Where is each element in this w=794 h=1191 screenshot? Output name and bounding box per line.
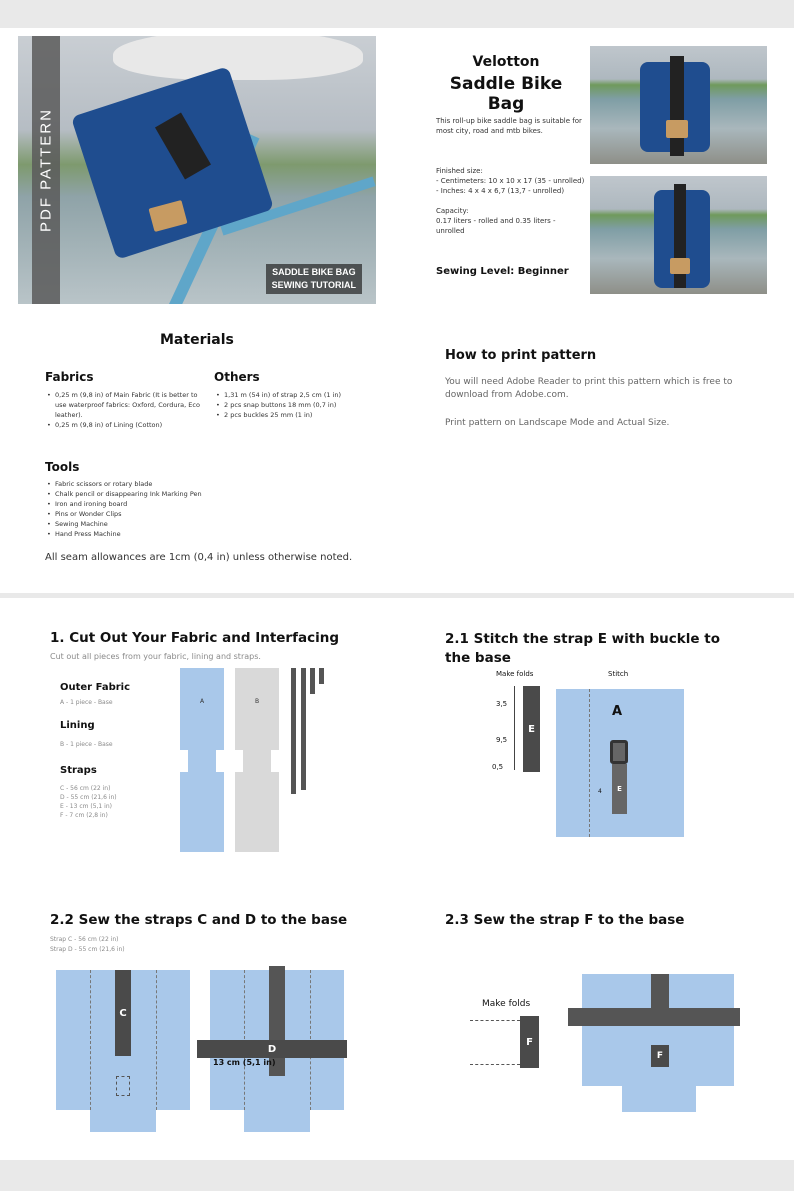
step21-stitch: Stitch	[608, 670, 629, 678]
print-line2: Print pattern on Landscape Mode and Actual Size.	[445, 418, 670, 428]
strap-f-piece	[319, 668, 324, 684]
buckle-icon	[610, 740, 628, 764]
lining-desc: B - 1 piece - Base	[60, 741, 113, 748]
page-2	[0, 598, 794, 1160]
outer-fabric-desc: A - 1 piece - Base	[60, 699, 113, 706]
product-title: Saddle Bike Bag	[449, 74, 563, 114]
leather-label-2	[670, 258, 690, 274]
other-item: • 2 pcs snap buttons 18 mm (0,7 in)	[214, 400, 384, 410]
strap-e-piece	[310, 668, 315, 694]
finished-size	[436, 166, 586, 196]
finished-size-label: Finished size:	[436, 167, 483, 175]
others-list	[214, 390, 384, 420]
tool-item: • Fabric scissors or rotary blade	[45, 479, 305, 489]
step22-base-left-tab	[90, 1110, 156, 1132]
strap-item: F - 7 cm (2,8 in)	[60, 812, 108, 819]
seam-note: All seam allowances are 1cm (0,4 in) unless otherwise noted.	[45, 552, 353, 563]
straps-title: Straps	[60, 765, 97, 776]
others-title: Others	[214, 370, 260, 384]
step22-seam-left-1	[90, 970, 91, 1110]
strap-d-piece	[301, 668, 306, 790]
piece-a-label: A	[199, 698, 205, 705]
tool-item: • Hand Press Machine	[45, 529, 305, 539]
step21-measure-line	[514, 686, 515, 770]
step22-snap-mark	[116, 1076, 130, 1096]
bag-strap-1	[670, 56, 684, 156]
hero-vertical-text: PDF PATTERN	[37, 108, 55, 232]
step21-m1: 3,5	[496, 700, 508, 708]
tool-item: • Iron and ironing board	[45, 499, 305, 509]
page-1	[0, 28, 794, 593]
pattern-piece-b-bottom	[235, 772, 279, 852]
step21-title: 2.1 Stitch the strap E with buckle to the base	[445, 631, 720, 666]
step23-strap-f-sewn: F	[651, 1045, 669, 1067]
outer-fabric-title: Outer Fabric	[60, 682, 131, 693]
materials-title: Materials	[160, 332, 234, 348]
other-item: • 1,31 m (54 in) of strap 2,5 cm (1 in)	[214, 390, 384, 400]
step23-title: 2.3 Sew the strap F to the base	[445, 912, 685, 928]
step23-strap-f: F	[520, 1016, 539, 1068]
step22-measure: 13 cm (5,1 in)	[213, 1058, 276, 1067]
tool-item: • Pins or Wonder Clips	[45, 509, 305, 519]
fabrics-title: Fabrics	[45, 370, 94, 384]
hero-tag	[266, 264, 362, 294]
product-description: This roll-up bike saddle bag is suitable for most city, road and mtb bikes.	[436, 117, 582, 135]
pattern-piece-a-neck	[188, 750, 216, 772]
fabrics-list	[45, 390, 200, 430]
product-photo-2	[590, 176, 767, 294]
step21-m4: 4	[598, 788, 602, 795]
step21-strap-e: E	[523, 686, 540, 772]
capacity-value: 0.17 liters - rolled and 0.35 liters - unrolled	[436, 217, 556, 235]
step1-subtitle: Cut out all pieces from your fabric, lining and straps.	[50, 652, 261, 661]
step1-title: 1. Cut Out Your Fabric and Interfacing	[50, 630, 339, 646]
hero-photo	[18, 36, 376, 304]
step21-strap-e-sewn: E	[612, 764, 627, 814]
step22-base-right-tab	[244, 1110, 310, 1132]
strap-c-piece	[291, 668, 296, 794]
size-in: - Inches: 4 x 4 x 6,7 (13,7 - unrolled)	[436, 187, 565, 195]
print-title: How to print pattern	[445, 348, 597, 363]
lining-title: Lining	[60, 720, 95, 731]
pattern-piece-b-top	[235, 668, 279, 750]
brand-title: Velotton	[472, 54, 540, 70]
capacity	[436, 206, 586, 236]
step21-make-folds: Make folds	[496, 670, 534, 678]
step21-a-label: A	[612, 704, 623, 719]
step23-base-tab	[622, 1086, 696, 1112]
leather-label-1	[666, 120, 688, 138]
step22-note2: Strap D - 55 cm (21,6 in)	[50, 946, 125, 953]
bag-shape	[71, 66, 274, 260]
sewing-level: Sewing Level: Beginner	[436, 266, 569, 277]
step21-m2: 9,5	[496, 736, 508, 744]
step21-seam-line	[589, 689, 590, 837]
product-photo-1	[590, 46, 767, 164]
step22-note1: Strap C - 56 cm (22 in)	[50, 936, 119, 943]
step23-strap-d	[568, 1008, 740, 1026]
fabric-item: • 0,25 m (9,8 in) of Lining (Cotton)	[45, 420, 200, 430]
pattern-piece-b-neck	[243, 750, 271, 772]
hero-tag-line2: SEWING TUTORIAL	[271, 280, 356, 290]
step22-strap-c: C	[115, 970, 131, 1056]
strap-item: C - 56 cm (22 in)	[60, 785, 111, 792]
fabric-item: • 0,25 m (9,8 in) of Main Fabric (It is better to use waterproof fabrics: Oxford, Cordura, Eco leather).	[45, 390, 200, 420]
strap-item: D - 55 cm (21,6 in)	[60, 794, 117, 801]
step23-fold-line-1	[470, 1020, 520, 1021]
tool-item: • Sewing Machine	[45, 519, 305, 529]
other-item: • 2 pcs buckles 25 mm (1 in)	[214, 410, 384, 420]
step21-m3: 0,5	[492, 763, 504, 771]
size-cm: - Centimeters: 10 x 10 x 17 (35 - unrolled)	[436, 177, 585, 185]
straps-list	[60, 784, 117, 820]
tools-list	[45, 479, 305, 539]
saddle-shape	[113, 36, 363, 80]
step23-make-folds: Make folds	[482, 999, 531, 1009]
step23-fold-line-2	[470, 1064, 520, 1065]
tool-item: • Chalk pencil or disappearing Ink Marking Pen	[45, 489, 305, 499]
step22-seam-left-2	[156, 970, 157, 1110]
piece-b-label: B	[254, 698, 260, 705]
step22-title: 2.2 Sew the straps C and D to the base	[50, 912, 348, 928]
print-line1: You will need Adobe Reader to print this pattern which is free to download from Adobe.com.	[445, 377, 733, 400]
tools-title: Tools	[45, 460, 80, 474]
pattern-piece-a-top	[180, 668, 224, 750]
step22-strap-d: D	[197, 1040, 347, 1058]
hero-tag-line1: SADDLE BIKE BAG	[272, 267, 356, 277]
capacity-label: Capacity:	[436, 207, 469, 215]
pattern-piece-a-bottom	[180, 772, 224, 852]
strap-item: E - 13 cm (5,1 in)	[60, 803, 112, 810]
